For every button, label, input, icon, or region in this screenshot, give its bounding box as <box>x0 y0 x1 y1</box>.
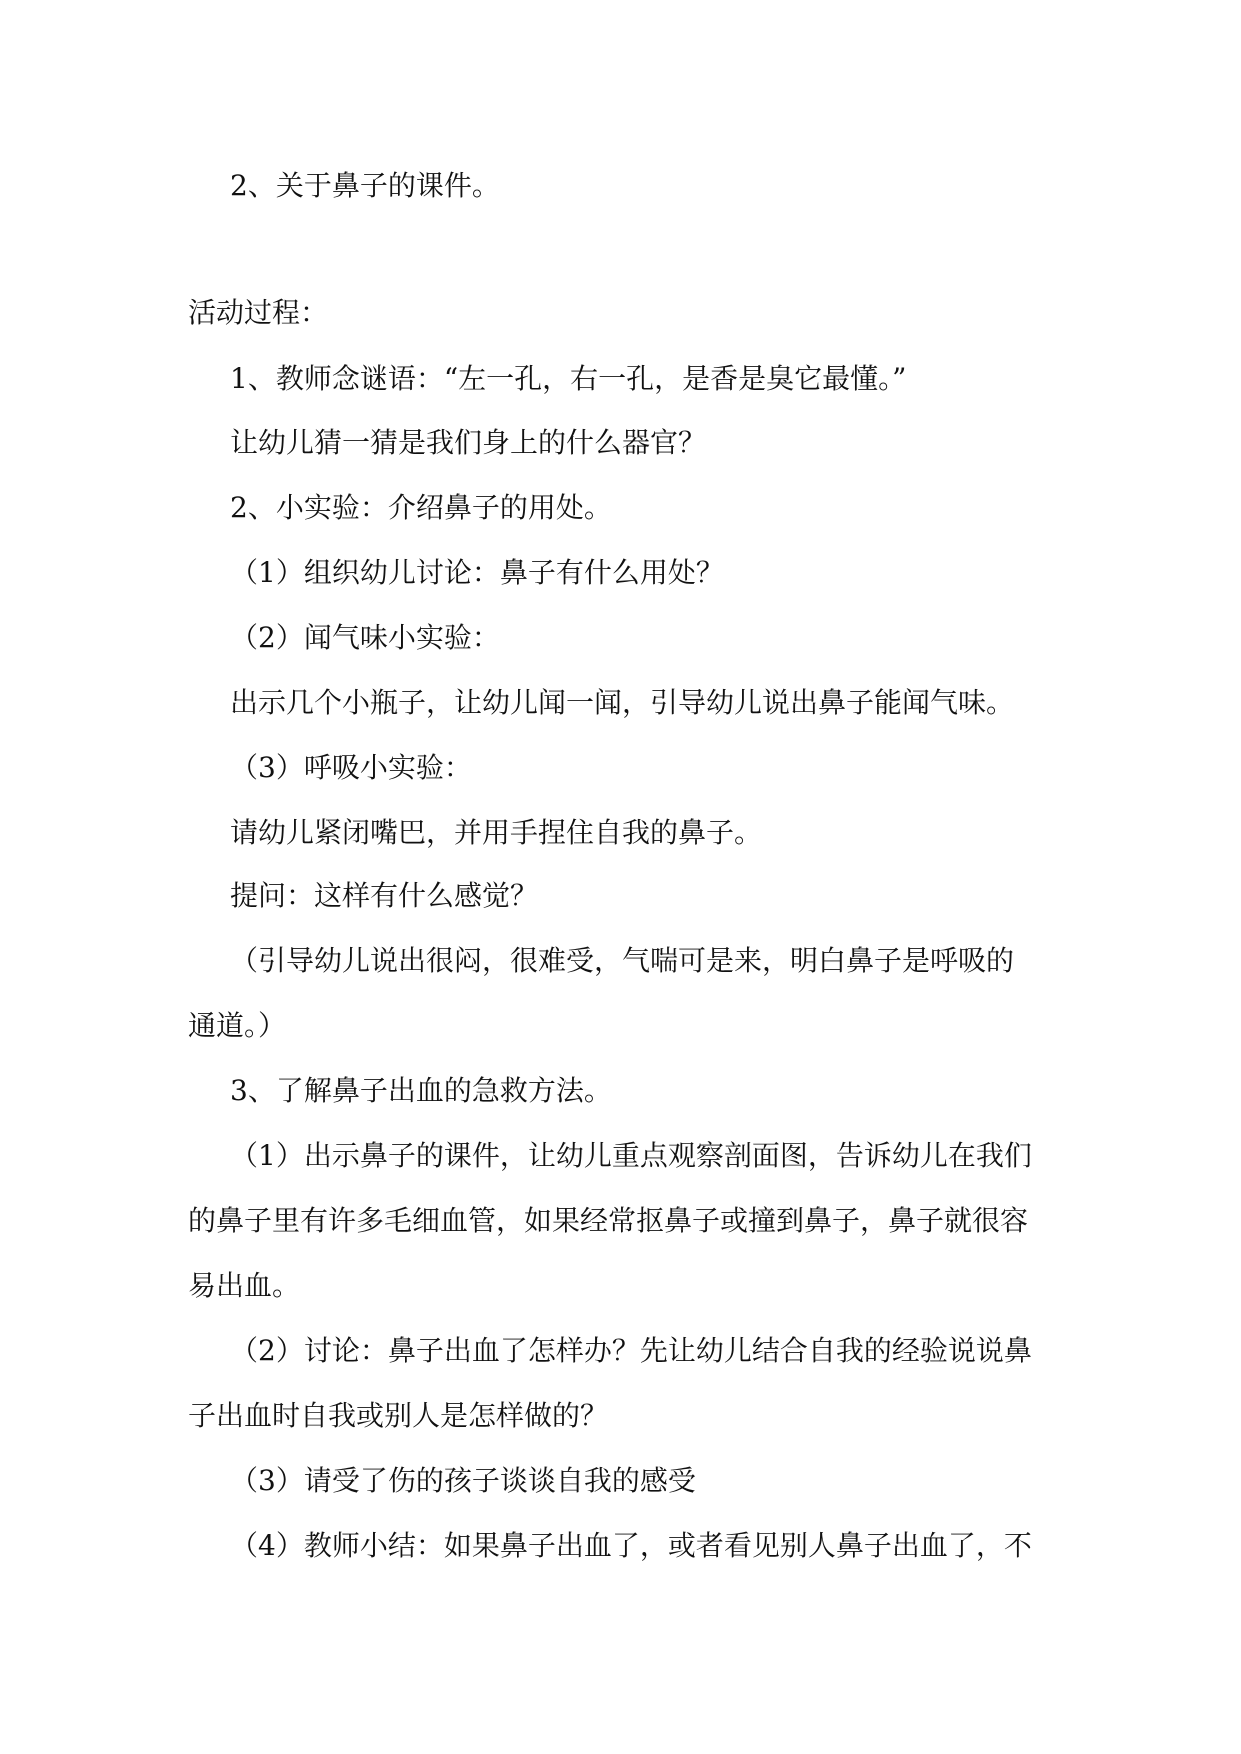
section-heading-activity-process: 活动过程： <box>188 296 329 329</box>
step-2-sub-3-detail: 请幼儿紧闭嘴巴，并用手捏住自我的鼻子。 <box>230 816 763 849</box>
step-2-guidance-line-2: 通道。） <box>188 1009 287 1042</box>
step-3-sub-1-line-3: 易出血。 <box>188 1269 301 1302</box>
step-3-sub-3: （3）请受了伤的孩子谈谈自我的感受 <box>230 1464 696 1497</box>
step-3-sub-2-line-1: （2）讨论：鼻子出血了怎样办？先让幼儿结合自我的经验说说鼻 <box>230 1334 1032 1367</box>
step-2-guidance-line-1: （引导幼儿说出很闷，很难受，气喘可是来，明白鼻子是呼吸的 <box>230 944 1015 977</box>
step-3-sub-1-line-1: （1）出示鼻子的课件，让幼儿重点观察剖面图，告诉幼儿在我们 <box>230 1139 1032 1172</box>
step-3-sub-4: （4）教师小结：如果鼻子出血了，或者看见别人鼻子出血了，不 <box>230 1529 1032 1562</box>
step-2-sub-1: （1）组织幼儿讨论：鼻子有什么用处？ <box>230 556 724 589</box>
step-2-sub-2: （2）闻气味小实验： <box>230 621 500 654</box>
step-2-heading: 2、小实验：介绍鼻子的用处。 <box>230 491 612 524</box>
step-3-heading: 3、了解鼻子出血的急救方法。 <box>230 1074 612 1107</box>
step-3-sub-1-line-2: 的鼻子里有许多毛细血管，如果经常抠鼻子或撞到鼻子，鼻子就很容 <box>188 1204 1029 1237</box>
step-3-sub-2-line-2: 子出血时自我或别人是怎样做的？ <box>188 1399 609 1432</box>
step-2-question: 提问：这样有什么感觉？ <box>230 879 539 912</box>
step-1-question: 让幼儿猜一猜是我们身上的什么器官？ <box>230 426 707 459</box>
step-2-sub-2-detail: 出示几个小瓶子，让幼儿闻一闻，引导幼儿说出鼻子能闻气味。 <box>230 686 1015 719</box>
step-1-riddle: 1、教师念谜语：“左一孔，右一孔，是香是臭它最懂。” <box>230 362 907 395</box>
material-item-2: 2、关于鼻子的课件。 <box>230 169 500 202</box>
step-2-sub-3: （3）呼吸小实验： <box>230 751 472 784</box>
